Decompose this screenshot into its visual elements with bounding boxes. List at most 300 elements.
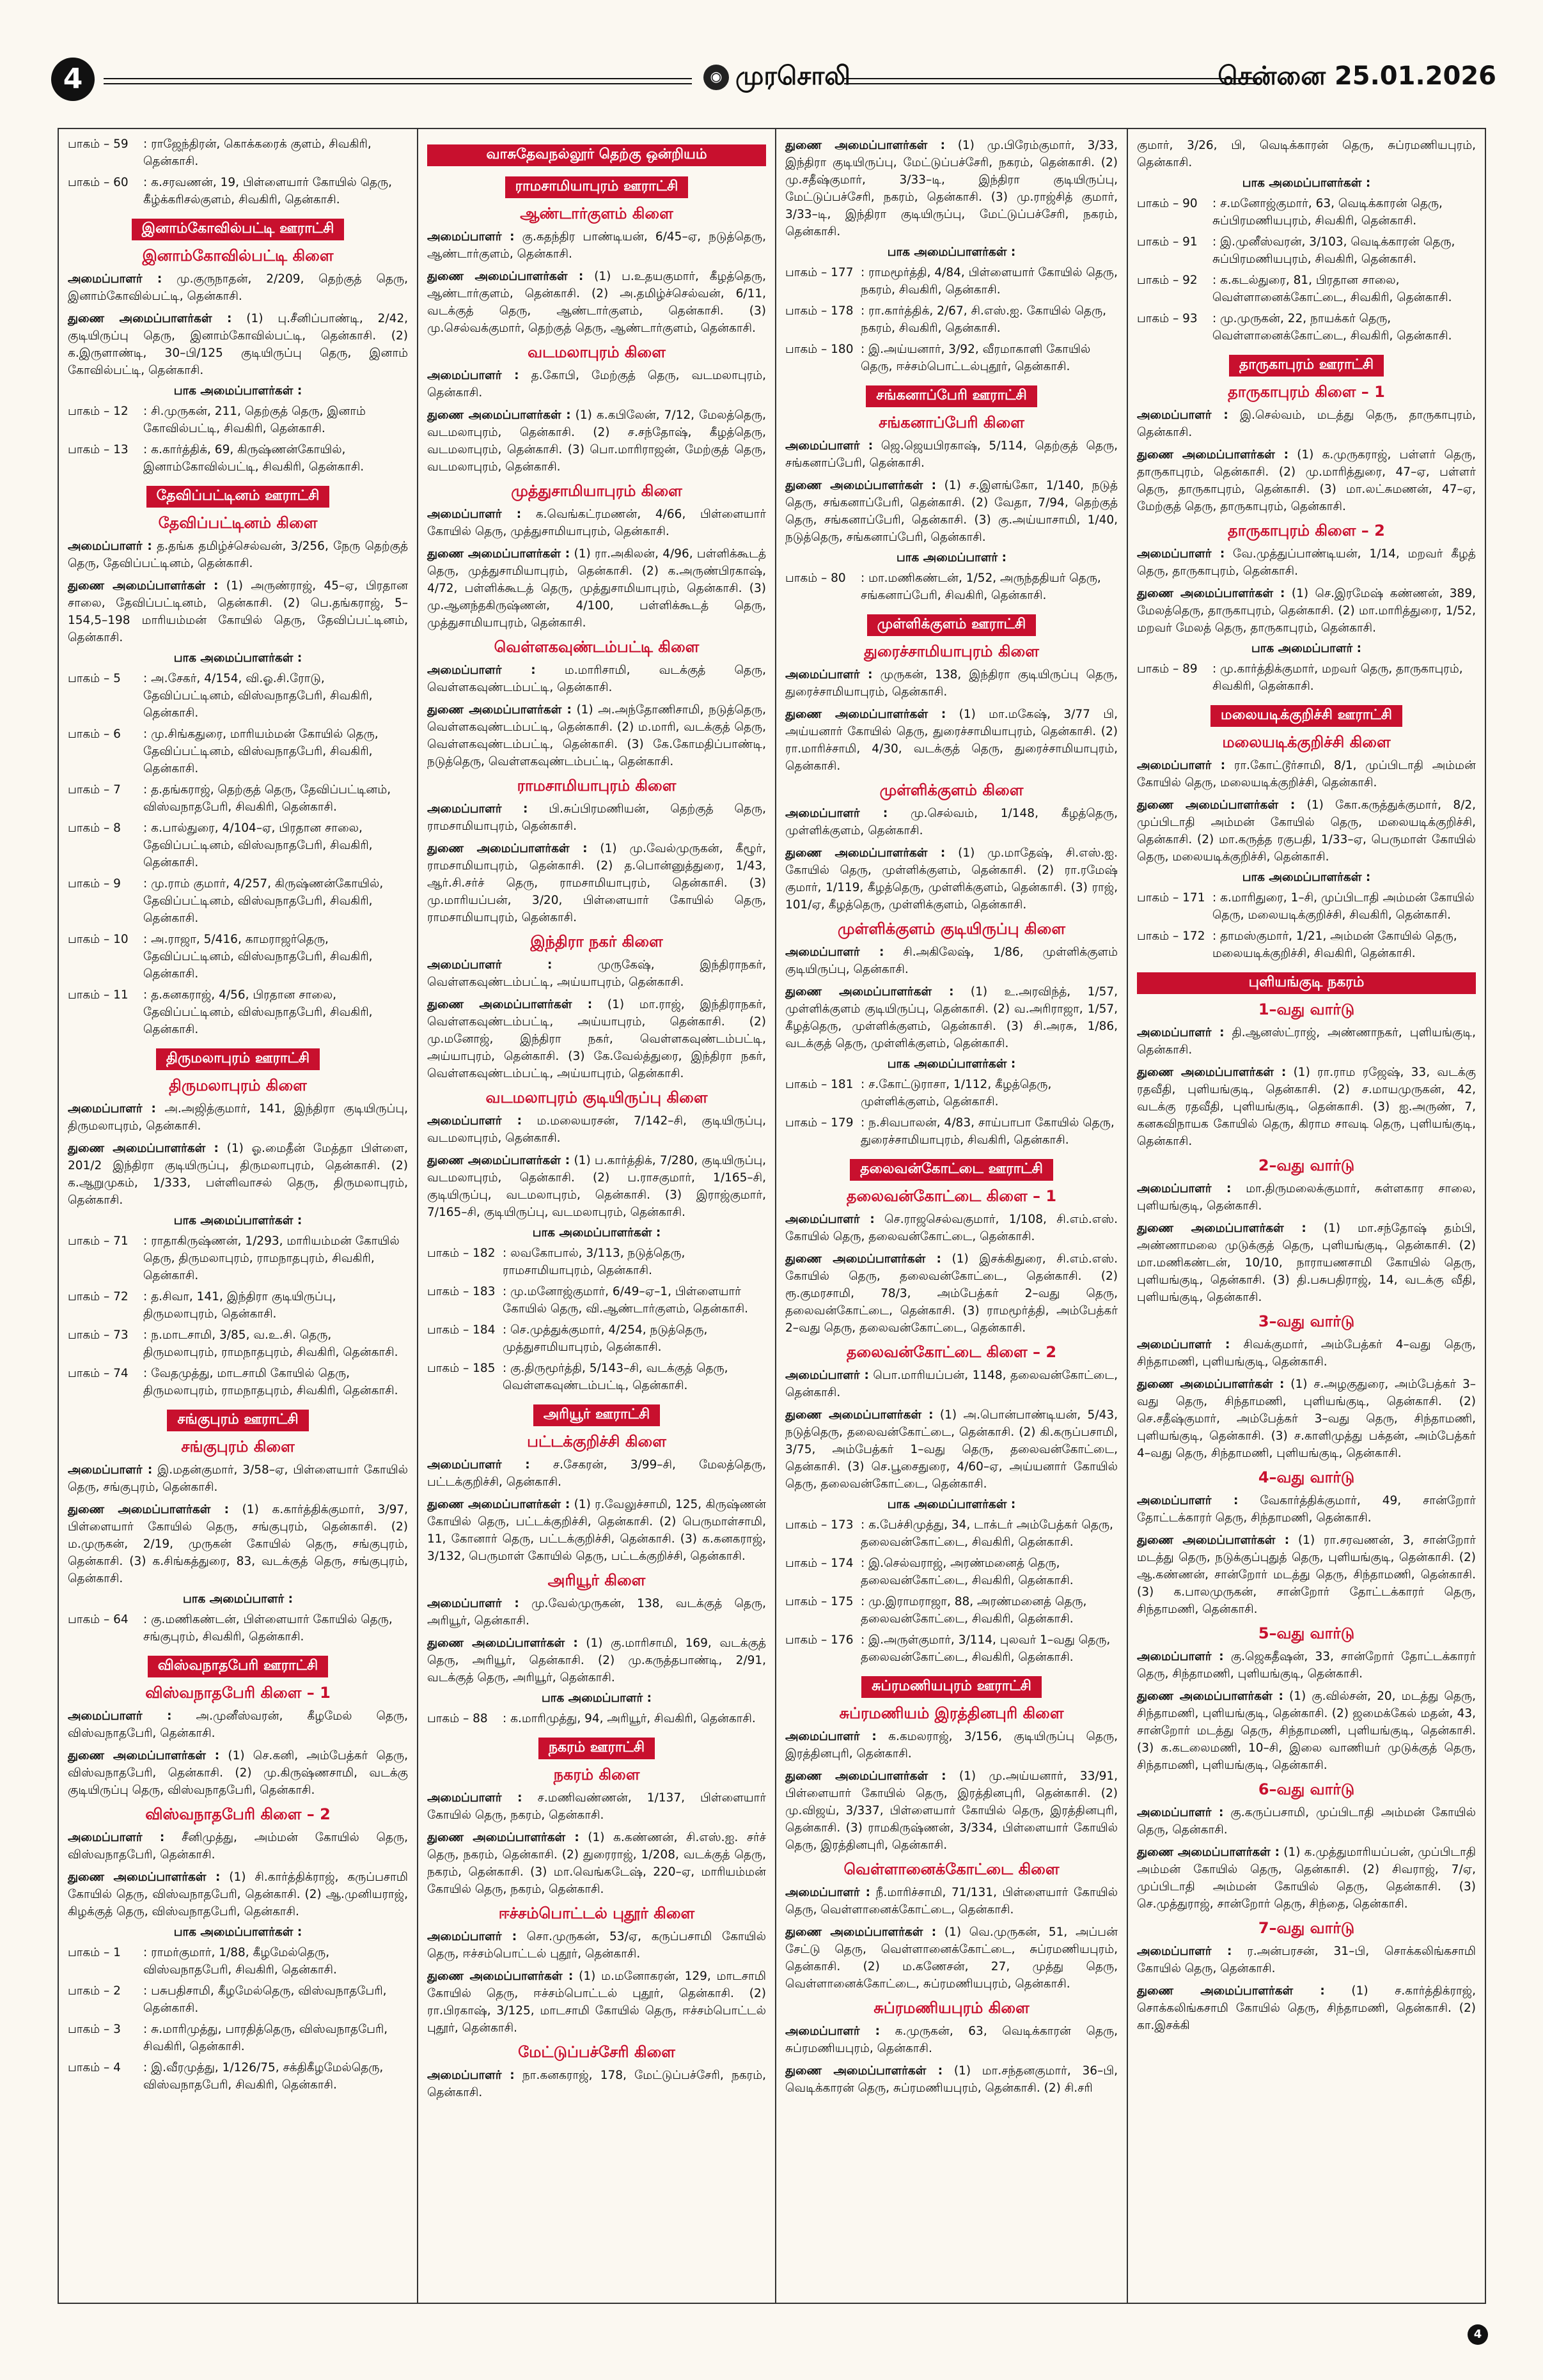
booth-number: பாகம் – 88 — [427, 1712, 488, 1725]
role-label: அமைப்பாளர் : — [1137, 1494, 1239, 1507]
masthead-rule-left — [104, 78, 692, 84]
booth-row — [68, 1944, 408, 1979]
booth-row — [785, 570, 1118, 604]
organiser-details: (1) ர.வேலுச்சாமி, 125, கிருஷ்ணன் கோயில் தெரு, பட்டக்குறிச்சி, தென்காசி. (2) பெருமாள்சாமி, 11, கோனார் தெரு, பட்டக்குறிச்சி, தென்காசி. (3) க.கனகராஜ், 3/132, பெருமாள் கோயில் தெரு, பட்டக்குறிச்சி, தென்காசி. — [427, 1498, 766, 1563]
booth-row — [68, 820, 408, 871]
organiser-entry — [1137, 1220, 1476, 1306]
organiser-details: (1) பு.சீனிப்பாண்டி, 2/42, குடியிருப்பு தெரு, இனாம்கோவில்பட்டி, தென்காசி. (2) க.இருளாண்டி, 30–பி/125 குடியிருப்பு தெரு, இனாம் கோவில்பட்டி, தென்காசி. — [68, 312, 408, 377]
organiser-details: அ.முனீஸ்வரன், கீழமேல் தெரு, விஸ்வநாதபேரி, தென்காசி. — [68, 1709, 409, 1740]
booth-row — [68, 2059, 408, 2094]
section-banner-title: தாருகாபுரம் ஊராட்சி — [1229, 355, 1384, 377]
booth-organiser: : இ.அய்யனார், 3/92, வீரமாகாளி கோயில் தெரு, ஈச்சம்பொட்டல்புதூர், தென்காசி. — [861, 343, 1091, 373]
organiser-entry — [68, 270, 408, 305]
organiser-details: (1) ச.இளங்கோ, 1/140, நடுத் தெரு, சங்கனாப்பேரி, தென்காசி. (2) வேதா, 7/94, தெற்குத் தெரு, சங்கனாப்பேரி, தென்காசி. (3) கு.அய்யாசாமி, 1/40, நடுத்தெரு, சங்கனாப்பேரி, தென்காசி. — [785, 479, 1118, 544]
section-banner-title: இனாம்கோவில்பட்டி ஊராட்சி — [132, 219, 345, 240]
organiser-details: (1) க.கார்த்திக்குமார், 3/97, பிள்ளையார் கோயில் தெரு, சங்குபுரம், தென்காசி. (2) ம.முருகன், 2/19, முருகன் கோயில் தெரு, சங்குபுரம், தென்காசி. (3) க.சிங்கத்துரை, 83, வடக்குத் தெரு, சங்குபுரம், தென்காசி. — [68, 1503, 408, 1585]
branch-heading: சுப்ரமணியம் இரத்தினபுரி கிளை — [839, 1704, 1064, 1722]
organiser-entry — [1137, 1532, 1476, 1618]
organiser-details: இ.மதன்குமார், 3/58–ஏ, பிள்ளையார் கோயில் தெரு, சங்குபுரம், தென்காசி. — [68, 1463, 408, 1494]
booth-organiser: : மு.கார்த்திக்குமார், மறவர் தெரு, தாருகாபுரம், சிவகிரி, தென்காசி. — [1212, 662, 1463, 693]
organiser-entry — [1137, 1064, 1476, 1150]
role-label: துணை அமைப்பாளர்கள் : — [785, 985, 954, 999]
branch-heading: 1–வது வார்டு — [1258, 1000, 1355, 1018]
organiser-details: க.கமலராஜ், 3/156, குடியிருப்பு தெரு, இரத்தினபுரி, தென்காசி. — [785, 1730, 1118, 1761]
booth-organiser: : ரா.கார்த்திக், 2/67, சி.எஸ்.ஐ. கோயில் தெரு, நகரம், சிவகிரி, தென்காசி. — [861, 304, 1106, 335]
section-block — [785, 137, 1118, 375]
role-label: துணை அமைப்பாளர்கள் : — [427, 1970, 574, 1983]
booth-organiser: : அ.சேகர், 4/154, வி.ஓ.சி.ரோடு, தேவிப்பட்டினம், விஸ்வநாதபேரி, சிவகிரி, தென்காசி. — [143, 672, 373, 720]
branch-heading: 3–வது வார்டு — [1258, 1312, 1355, 1330]
role-label: அமைப்பாளர் : — [68, 1831, 165, 1844]
organiser-entry — [427, 1152, 766, 1221]
role-label: துணை அமைப்பாளர்கள் : — [427, 998, 593, 1011]
role-label: துணை அமைப்பாளர்கள் : — [68, 1142, 219, 1155]
organiser-entry — [785, 437, 1118, 472]
role-label: அமைப்பாளர் : — [427, 1791, 522, 1805]
booth-organiser: : க.கடல்துரை, 81, பிரதான சாலை, வெள்ளானைக்கோட்டை, சிவகிரி, தென்காசி. — [1212, 274, 1452, 304]
booth-number: பாகம் – 74 — [68, 1367, 129, 1380]
organiser-entry — [427, 1112, 766, 1147]
organiser-entry — [1137, 1943, 1476, 1977]
organiser-entry — [785, 805, 1118, 839]
booth-number: பாகம் – 171 — [1137, 891, 1205, 905]
role-label: துணை அமைப்பாளர்கள் : — [427, 1637, 578, 1650]
booth-row — [68, 986, 408, 1038]
booth-organiser: : மு.மனோஜ்குமார், 6/49–ஏ–1, பிள்ளையார் கோயில் தெரு, வி.ஆண்டார்குளம், தென்காசி. — [503, 1285, 749, 1316]
role-label: துணை அமைப்பாளர்கள் : — [1137, 448, 1289, 462]
booth-row — [785, 1114, 1118, 1149]
booth-organiser: : மு.இராமராஜா, 88, அரண்மனைத் தெரு, தலைவன்கோட்டை, சிவகிரி, தென்காசி. — [861, 1595, 1087, 1626]
organiser-details: (1) க.கண்ணன், சி.எஸ்.ஐ. சர்ச் தெரு, நகரம், தென்காசி. (2) துரைராஜ், 1/208, வடக்குத் தெரு, நகரம், தென்காசி. (3) மா.வெங்கடேஷ், 220–ஏ, மாரியம்மன் கோயில் தெரு, நகரம், தென்காசி. — [427, 1831, 766, 1896]
organiser-entry — [427, 996, 766, 1082]
booth-organiser: : ராமர்குமார், 1/88, கீழமேல்தெரு, விஸ்வநாதபேரி, சிவகிரி, தென்காசி. — [143, 1946, 337, 1977]
booth-organisers-heading: பாக அமைப்பாளர்கள் : — [173, 651, 302, 665]
organiser-entry — [1137, 407, 1476, 441]
role-label: அமைப்பாளர் : — [1137, 1650, 1224, 1663]
booth-row — [1137, 660, 1476, 695]
role-label: துணை அமைப்பாளர்கள் : — [68, 1749, 220, 1762]
booth-row — [68, 441, 408, 476]
organiser-details: க.வெங்கட்ரமணன், 4/66, பிள்ளையார் கோயில் தெரு, முத்துசாமியாபுரம், தென்காசி. — [427, 508, 766, 538]
booth-row — [785, 302, 1118, 337]
branch-heading: மேட்டுப்பச்சேரி கிளை — [518, 2043, 675, 2061]
section-block — [68, 136, 408, 208]
section-banner-title: விஸ்வநாதபேரி ஊராட்சி — [148, 1656, 328, 1677]
organiser-entry — [427, 2067, 766, 2101]
role-label: துணை அமைப்பாளர்கள் : — [785, 479, 936, 492]
booth-organisers-heading: பாக அமைப்பாளர்கள் : — [1242, 176, 1371, 190]
organiser-entry — [427, 1456, 766, 1491]
booth-number: பாகம் – 8 — [68, 821, 121, 835]
branch-heading: வெள்ளானைக்கோட்டை கிளை — [843, 1860, 1060, 1878]
organiser-entry — [427, 1928, 766, 1963]
role-label: துணை அமைப்பாளர்கள் : — [1137, 1066, 1287, 1079]
branch-heading: விஸ்வநாதபேரி கிளை – 1 — [145, 1684, 331, 1702]
role-label: அமைப்பாளர் : — [1137, 759, 1226, 772]
organiser-entry — [1137, 1024, 1476, 1059]
organiser-entry — [1137, 1982, 1476, 2034]
booth-organiser: : கு.மணிகண்டன், பிள்ளையார் கோயில் தெரு, சங்குபுரம், சிவகிரி, தென்காசி. — [143, 1613, 393, 1644]
branch-heading: முள்ளிக்குளம் குடியிருப்பு கிளை — [838, 920, 1065, 938]
organiser-entry — [68, 1707, 408, 1742]
section-banner — [68, 486, 408, 508]
booth-number: பாகம் – 60 — [68, 176, 129, 189]
organiser-entry — [427, 268, 766, 337]
branch-heading: ஆண்டார்குளம் கிளை — [520, 205, 673, 222]
booth-row — [785, 1631, 1118, 1666]
section-banner — [1137, 705, 1476, 727]
booth-organiser: : செ.முத்துக்குமார், 4/254, நடுத்தெரு, முத்துசாமியாபுரம், தென்காசி. — [503, 1323, 708, 1354]
organiser-details: தி.ஆனஸ்ட்ராஜ், அண்ணாநகர், புளியங்குடி, தென்காசி. — [1137, 1026, 1476, 1057]
booth-number: பாகம் – 90 — [1137, 197, 1198, 210]
organiser-entry — [68, 1140, 408, 1209]
organiser-details: (1) ச.அழகுதுரை, அம்பேத்கர் 3–வது தெரு, சிந்தாமணி, புளியங்குடி, தென்காசி. (2) செ.சதீஷ்குமார், அம்பேத்கர் 3–வது தெரு, சிந்தாமணி, புளியங்குடி, தென்காசி. (3) ச.காளிமுத்து பக்தன், அம்பேத்கர் 4–வது தெரு, சிந்தாமணி, புளியங்குடி, தென்காசி. — [1137, 1378, 1476, 1460]
organiser-details: (1) ப.கார்த்திக், 7/280, குடியிருப்பு, வடமலாபுரம், தென்காசி. (2) ப.ராசகுமார், 1/165–சி, குடியிருப்பு, வடமலாபுரம், தென்காசி. (3) இராஜ்குமார், 7/165–சி, குடியிருப்பு, வடமலாபுரம், தென்காசி. — [427, 1154, 766, 1219]
section-banner-title: தலைவன்கோட்டை ஊராட்சி — [850, 1159, 1053, 1181]
role-label: அமைப்பாளர் : — [427, 508, 522, 521]
role-label: துணை அமைப்பாளர்கள் : — [1137, 1534, 1290, 1547]
booth-row — [1137, 928, 1476, 962]
branch-heading: முள்ளிக்குளம் கிளை — [879, 781, 1024, 799]
role-label: அமைப்பாளர் : — [427, 802, 528, 816]
booth-number: பாகம் – 1 — [68, 1946, 121, 1959]
section-banner — [785, 1676, 1118, 1698]
organiser-entry — [427, 407, 766, 476]
organiser-details: (1) க.முருகராஜ், பள்ளர் தெரு, தாருகாபுரம், தென்காசி. (2) மு.மாரித்துரை, 47–ஏ, பள்ளர் தெரு, தாருகாபுரம், தென்காசி. (3) மா.லட்சுமணன், 47–ஏ, மேற்குத் தெரு, தாருகாபுரம், தென்காசி. — [1137, 448, 1476, 513]
organiser-details: (1) கு.மாரிசாமி, 169, வடக்குத் தெரு, அரியூர், தென்காசி. (2) மு.கருத்தபாண்டி, 2/91, வடக்குத் தெரு, அரியூர், தென்காசி. — [427, 1637, 766, 1684]
organiser-details: (1) ச.கார்த்திக்ராஜ், சொக்கலிங்கசாமி கோயில் தெரு, சிந்தாமணி, தென்காசி. (2) கா.இசக்கி — [1137, 1984, 1476, 2032]
booth-number: பாகம் – 175 — [785, 1595, 854, 1608]
section-banner — [1137, 355, 1476, 377]
booth-number: பாகம் – 7 — [68, 783, 121, 797]
role-label: துணை அமைப்பாளர்கள் : — [68, 1503, 229, 1516]
booth-organiser: : லவகோபால், 3/113, நடுத்தெரு, ராமசாமியாபுரம், தென்காசி. — [503, 1247, 685, 1277]
role-label: துணை அமைப்பாளர்கள் : — [785, 1408, 934, 1422]
booth-number: பாகம் – 11 — [68, 988, 129, 1002]
city-date: சென்னை 25.01.2026 — [1218, 61, 1496, 91]
organiser-details: (1) மு.அய்யனார், 33/91, பிள்ளையார் கோயில் தெரு, இரத்தினபுரி, தென்காசி. (2) மு.விஜய், 3/337, பிள்ளையார் கோயில் தெரு, இரத்தினபுரி, தென்காசி. (3) ராமகிருஷ்ணன், 3/334, பிள்ளையார் கோயில் தெரு, இரத்தினபுரி, தென்காசி. — [785, 1769, 1118, 1852]
booth-row — [785, 1516, 1118, 1551]
organiser-details: ம.மாரிசாமி, வடக்குத் தெரு, வெள்ளகவுண்டம்பட்டி, தென்காசி. — [427, 664, 766, 694]
role-label: துணை அமைப்பாளர்கள் : — [427, 408, 571, 422]
section-banner-title: புளியங்குடி நகரம் — [1137, 972, 1476, 994]
role-label: அமைப்பாளர் : — [785, 945, 884, 959]
organiser-entry — [68, 1869, 408, 1920]
booth-row — [785, 1076, 1118, 1110]
role-label: துணை அமைப்பாளர்கள் : — [427, 1498, 570, 1511]
section-block — [68, 1048, 408, 1399]
section-banner-title: வாசுதேவநல்லூர் தெற்கு ஒன்றியம் — [427, 144, 766, 166]
role-label: துணை அமைப்பாளர்கள் : — [427, 703, 572, 717]
role-label: அமைப்பாளர் : — [427, 369, 519, 382]
branch-heading: தலைவன்கோட்டை கிளை – 2 — [846, 1343, 1057, 1361]
section-banner-title: மலையடிக்குறிச்சி ஊராட்சி — [1210, 705, 1402, 727]
section-block — [785, 385, 1118, 604]
branch-heading: தேவிப்பட்டினம் கிளை — [158, 514, 318, 532]
booth-organiser: : ராதாகிருஷ்ணன், 1/293, மாரியம்மன் கோயில் தெரு, திருமலாபுரம், ராமநாதபுரம், சிவகிரி, தென்காசி. — [143, 1234, 400, 1282]
role-label: அமைப்பாளர் : — [785, 668, 873, 681]
role-label: அமைப்பாளர் : — [427, 958, 552, 972]
organiser-details: (1) க.கபிலேன், 7/12, மேலத்தெரு, வடமலாபுரம், தென்காசி. (2) ச.சந்தோஷ், கீழத்தெரு, வடமலாபுரம், தென்காசி. (3) பொ.மாரிராஜன், மேற்குத் தெரு, வடமலாபுரம், தென்காசி. — [427, 408, 766, 474]
organiser-entry — [785, 477, 1118, 546]
role-label: துணை அமைப்பாளர்கள் : — [785, 708, 946, 721]
organiser-entry — [1137, 797, 1476, 866]
role-label: அமைப்பாளர் : — [785, 1886, 871, 1899]
organiser-details: (1) ரா.சரவணன், 3, சான்றோர் மடத்து தெரு, நடுக்குப்புதுத் தெரு, புளியங்குடி, தென்காசி. (2) ஆ.கண்ணன், சான்றோர் மடத்து தெரு, சிந்தாமணி, தென்காசி. (3) க.பாலமுருகன், சான்றோர் தோட்டக்காரர் தெரு, சிந்தாமணி, தென்காசி. — [1137, 1534, 1476, 1616]
role-label: அமைப்பாளர் : — [785, 2025, 881, 2038]
booth-organiser: : அ.ராஜா, 5/416, காமராஜர்தெரு, தேவிப்பட்டினம், விஸ்வநாதபேரி, சிவகிரி, தென்காசி. — [143, 933, 373, 981]
organiser-entry — [427, 1829, 766, 1898]
organiser-details: க.முருகன், 63, வெடிக்காரன் தெரு, சுப்ரமணியபுரம், தென்காசி. — [785, 2025, 1118, 2055]
booth-row — [68, 1326, 408, 1361]
organiser-details: சொ.முருகன், 53/ஏ, கருப்பசாமி கோயில் தெரு, ஈச்சம்பொட்டல் புதூர், தென்காசி. — [427, 1930, 766, 1961]
role-label: அமைப்பாளர் : — [427, 1114, 522, 1128]
branch-heading: சுப்ரமணியபுரம் கிளை — [873, 1999, 1030, 2017]
booth-row — [68, 1982, 408, 2017]
role-label: அமைப்பாளர் : — [785, 1369, 869, 1382]
organiser-details: செ.ராஜசெல்வகுமார், 1/108, சி.எம்.எஸ். கோயில் தெரு, தலைவன்கோட்டை, தென்காசி. — [785, 1213, 1118, 1243]
organiser-entry — [68, 1501, 408, 1587]
organiser-entry — [1137, 1336, 1476, 1371]
organiser-entry — [1137, 1648, 1476, 1683]
role-label: அமைப்பாளர் : — [1137, 1182, 1232, 1195]
booth-organiser: : ந.சிவபாலன், 4/83, சாய்பாபா கோயில் தெரு, துரைச்சாமியாபுரம், சிவகிரி, தென்காசி. — [861, 1116, 1115, 1147]
booth-row — [427, 1321, 766, 1356]
branch-heading: 2–வது வார்டு — [1258, 1156, 1355, 1174]
newspaper-brand — [703, 61, 850, 94]
organiser-entry — [785, 706, 1118, 775]
booth-number: பாகம் – 9 — [68, 877, 121, 891]
role-label: துணை அமைப்பாளர்கள் : — [427, 842, 588, 855]
organiser-details: கு.கருப்பசாமி, முப்பிடாதி அம்மன் கோயில் தெரு, தென்காசி. — [1137, 1806, 1476, 1837]
booth-row — [68, 174, 408, 208]
organiser-details: (1) மு.வேல்முருகன், கீழூர், ராமசாமியாபுரம், தென்காசி. (2) த.பொன்னுத்துரை, 1/43, ஆர்.சி.சர்ச் தெரு, ராமசாமியாபுரம், தென்காசி. (3) மு.மாரியப்பன், 3/20, பிள்ளையார் கோயில் தெரு, ராமசாமியாபுரம், தென்காசி. — [427, 842, 766, 924]
organiser-entry — [427, 1635, 766, 1686]
section-block — [68, 486, 408, 1038]
organiser-entry — [785, 2062, 1118, 2097]
booth-number: பாகம் – 71 — [68, 1234, 129, 1248]
booth-number: பாகம் – 92 — [1137, 274, 1198, 287]
booth-organisers-heading: பாக அமைப்பாளர்கள் : — [1242, 871, 1371, 884]
organiser-details: (1) இசக்கிதுரை, சி.எம்.எஸ். கோயில் தெரு, தலைவன்கோட்டை, தென்காசி. (2) ரூ.குமரசாமி, 78/3, அம்பேத்கர் 2–வது தெரு, தலைவன்கோட்டை, தென்காசி. (3) ராமமூர்த்தி, அம்பேத்கர் 2–வது தெரு, தலைவன்கோட்டை, தென்காசி. — [785, 1252, 1118, 1335]
role-label: அமைப்பாளர் : — [427, 2069, 515, 2082]
booth-number: பாகம் – 174 — [785, 1557, 854, 1570]
booth-organiser: : மு.முருகன், 22, நாயக்கர் தெரு, வெள்ளானைக்கோட்டை, சிவகிரி, தென்காசி. — [1212, 312, 1452, 343]
branch-heading: முத்துசாமியாபுரம் கிளை — [511, 482, 682, 500]
branch-heading: இனாம்கோவில்பட்டி கிளை — [142, 247, 334, 265]
section-banner — [785, 385, 1118, 407]
section-banner — [68, 1656, 408, 1677]
role-label: துணை அமைப்பாளர்கள் : — [1137, 1378, 1285, 1391]
booth-organiser: : தாமஸ்குமார், 1/21, அம்மன் கோயில் தெரு, மலையடிக்குறிச்சி, சிவகிரி, தென்காசி. — [1212, 929, 1457, 960]
page-number-badge: 4 — [51, 58, 95, 101]
booth-row — [1137, 195, 1476, 229]
role-label: துணை அமைப்பாளர்கள் : — [68, 1871, 221, 1884]
booth-row — [1137, 889, 1476, 924]
organiser-entry — [785, 844, 1118, 914]
booth-row — [68, 1365, 408, 1399]
role-label: துணை அமைப்பாளர்கள் : — [1137, 1846, 1280, 1859]
branch-heading: அரியூர் கிளை — [547, 1571, 646, 1589]
branch-heading: தாருகாபுரம் கிளை – 2 — [1228, 522, 1385, 540]
section-block — [785, 614, 1118, 1149]
branch-heading: வடமலாபுரம் குடியிருப்பு கிளை — [485, 1089, 708, 1107]
booth-row — [68, 875, 408, 927]
section-banner-title: சங்கனாப்பேரி ஊராட்சி — [866, 385, 1037, 407]
role-label: துணை அமைப்பாளர்கள் : — [68, 312, 232, 325]
role-label: அமைப்பாளர் : — [427, 230, 515, 244]
column-3 — [775, 129, 1127, 2303]
section-banner-title: ராமசாமியாபுரம் ஊராட்சி — [505, 176, 689, 198]
organiser-details: மு.குருநாதன், 2/209, தெற்குத் தெரு, இனாம்கோவில்பட்டி, தென்காசி. — [68, 272, 408, 303]
booth-number: பாகம் – 91 — [1137, 235, 1198, 249]
organiser-details: அ.அஜித்குமார், 141, இந்திரா குடியிருப்பு, திருமலாபுரம், தென்காசி. — [68, 1102, 408, 1133]
organiser-details: மு.வேல்முருகன், 138, வடக்குத் தெரு, அரியூர், தென்காசி. — [427, 1597, 766, 1628]
booth-number: பாகம் – 179 — [785, 1116, 854, 1130]
organiser-entry — [785, 1728, 1118, 1762]
booth-row — [68, 670, 408, 722]
booth-organiser: : ச.கோட்டுராசா, 1/112, கீழத்தெரு, முள்ளிக்குளம், தென்காசி. — [861, 1078, 1052, 1108]
organiser-details: முருகேஷ், இந்திராநகர், வெள்ளகவுண்டம்பட்டி, அய்யாபுரம், தென்காசி. — [427, 958, 766, 989]
organiser-entry — [785, 1406, 1118, 1493]
organiser-entry — [427, 1496, 766, 1565]
organiser-details: (1) மு.பிரேம்குமார், 3/33, இந்திரா குடியிருப்பு, மேட்டுப்பச்சேரி, நகரம், தென்காசி. (2) மு.சதீஷ்குமார், 3/33–டி, இந்திரா குடியிருப்பு, மேட்டுப்பச்சேரி, நகரம், தென்காசி. (3) மு.ராஜ்சித் குமார், 3/33–டி, இந்திரா குடியிருப்பு, மேட்டுப்பச்சேரி, நகரம், தென்காசி. — [785, 139, 1118, 238]
booth-row — [427, 1710, 766, 1727]
organiser-entry — [427, 662, 766, 696]
organiser-entry — [785, 1367, 1118, 1401]
section-block — [1137, 355, 1476, 695]
booth-number: பாகம் – 178 — [785, 304, 854, 318]
booth-number: பாகம் – 182 — [427, 1247, 496, 1260]
branch-heading: துரைச்சாமியாபுரம் கிளை — [864, 642, 1039, 660]
role-label: துணை அமைப்பாளர்கள் : — [1137, 1222, 1306, 1235]
role-label: அமைப்பாளர் : — [1137, 1806, 1224, 1819]
booth-number: பாகம் – 12 — [68, 405, 129, 418]
booth-row — [68, 781, 408, 816]
booth-row — [68, 1288, 408, 1323]
booth-organiser: : மா.மணிகண்டன், 1/52, அருந்ததியர் தெரு, சங்கனாப்பேரி, சிவகிரி, தென்காசி. — [861, 572, 1101, 602]
organiser-details: மா.திருமலைக்குமார், சுள்ளகார சாலை, புளியங்குடி, தென்காசி. — [1137, 1182, 1476, 1213]
organiser-entry — [785, 1211, 1118, 1245]
booth-organisers-heading: பாக அமைப்பாளர்கள் : — [532, 1226, 661, 1240]
booth-organiser: : ச.மனோஜ்குமார், 63, வெடிக்காரன் தெரு, சுப்பிரமணியபுரம், சிவகிரி, தென்காசி. — [1212, 197, 1443, 228]
booth-number: பாகம் – 72 — [68, 1290, 129, 1303]
organiser-details: (1) அ.பொன்பாண்டியன், 5/43, நடுத்தெரு, தலைவன்கோட்டை, தென்காசி. (2) கி.கருப்பசாமி, 3/75, அம்பேத்கர் 1–வது தெரு, தலைவன்கோட்டை, தென்காசி. (3) செ.பூசைதுரை, 4/60–ஏ, அய்யனார் கோயில் தெரு, தலைவன்கோட்டை, தென்காசி. — [785, 1408, 1118, 1491]
booth-number: பாகம் – 13 — [68, 443, 129, 456]
booth-row — [785, 341, 1118, 375]
section-block — [1137, 137, 1476, 345]
role-label: துணை அமைப்பாளர்கள் : — [427, 270, 584, 283]
section-banner-title: நகரம் ஊராட்சி — [538, 1738, 655, 1759]
booth-number: பாகம் – 176 — [785, 1633, 854, 1647]
booth-row — [427, 1245, 766, 1279]
organiser-details: (1) உ.அரவிந்த், 1/57, முள்ளிக்குளம் குடியிருப்பு, தென்காசி. (2) வ.அரிராஜா, 1/57, கீழத்தெரு, முள்ளிக்குளம், தென்காசி. (3) சி.அரசு, 1/86, வடக்குத் தெரு, முள்ளிக்குளம், தென்காசி. — [785, 985, 1118, 1050]
organiser-entry — [427, 228, 766, 263]
branch-heading: நகரம் கிளை — [553, 1766, 640, 1784]
section-banner — [427, 1738, 766, 1759]
booth-number: பாகம் – 4 — [68, 2061, 121, 2074]
branch-heading: சங்கனாப்பேரி கிளை — [879, 414, 1024, 432]
organiser-details: ஜெ.ஜெயபிரகாஷ், 5/114, தெற்குத் தெரு, சங்கனாப்பேரி, தென்காசி. — [785, 439, 1118, 470]
booth-number: பாகம் – 93 — [1137, 312, 1198, 325]
organiser-details: (1) ரா.ராம ரஜேஷ், 33, வடக்கு ரதவீதி, புளியங்குடி, தென்காசி. (2) ச.மாயமுருகன், 42, வடக்கு ரதவீதி, புளியங்குடி, தென்காசி. (3) ஐ.அருண், 7, கனகவிநாயக கோயில் தெரு, கிராம சாவடி தெரு, புளியங்குடி, தென்காசி. — [1137, 1066, 1476, 1148]
booth-number: பாகம் – 6 — [68, 727, 121, 741]
section-block — [68, 1656, 408, 2094]
branch-heading: ராமசாமியாபுரம் கிளை — [517, 777, 677, 795]
booth-row — [68, 1611, 408, 1645]
organiser-details: (1) மா.ராஜ், இந்திராநகர், வெள்ளகவுண்டம்பட்டி, அய்யாபுரம், தென்காசி. (2) மு.மனோஜ், இந்திரா நகர், வெள்ளகவுண்டம்பட்டி, அய்யாபுரம், தென்காசி. (3) கே.வேல்த்துரை, இந்திரா நகர், வெள்ளகவுண்டம்பட்டி, அய்யாபுரம், தென்காசி. — [427, 998, 766, 1080]
role-label: துணை அமைப்பாளர்கள் : — [427, 1154, 570, 1167]
booth-organiser: : சி.முருகன், 211, தெற்குத் தெரு, இனாம் கோவில்பட்டி, சிவகிரி, தென்காசி. — [143, 405, 366, 435]
organiser-details: (1) வெ.முருகன், 51, அப்பன் சேட்டு தெரு, வெள்ளானைக்கோட்டை, சுப்ரமணியபுரம், தென்காசி. (2) ம.கணேசன், 27, முத்து தெரு, வெள்ளானைக்கோட்டை, சுப்ரமணியபுரம், தென்காசி. — [785, 1925, 1118, 1991]
role-label: அமைப்பாளர் : — [785, 807, 888, 820]
organiser-details: (1) மா.சந்தோஷ் தம்பி, அண்ணாமலை முடுக்குத் தெரு, புளியங்குடி, தென்காசி. (2) மா.மணிகண்டன், 10/10, நாராயணசாமி கோயில் தெரு, புளியங்குடி, தென்காசி. (3) தி.பசுபதிராஜ், 14, வடக்கு வீதி, புளியங்குடி, தென்காசி. — [1137, 1222, 1476, 1304]
branch-heading: மலையடிக்குறிச்சி கிளை — [1222, 733, 1391, 751]
organiser-details: (1) கு.வில்சன், 20, மடத்து தெரு, சிந்தாமணி, புளியங்குடி, தென்காசி. (2) ஜமைக்கேல் மதன், 43, சான்றோர் மடத்து தெரு, சிந்தாமணி, புளியங்குடி, தென்காசி. (3) க.கடலைமணி, 10–சி, இலை வாணியர் முடுக்குத் தெரு, சிந்தாமணி, புளியங்குடி, தென்காசி. — [1137, 1690, 1476, 1772]
booth-row — [1137, 233, 1476, 268]
organiser-details: பி.சுப்பிரமணியன், தெற்குத் தெரு, ராமசாமியாபுரம், தென்காசி. — [427, 802, 766, 833]
role-label: அமைப்பாளர் : — [785, 1213, 875, 1226]
role-label: அமைப்பாளர் : — [785, 1730, 877, 1743]
booth-row — [68, 2021, 408, 2055]
branch-heading: பட்டக்குறிச்சி கிளை — [527, 1433, 666, 1451]
booth-organisers-heading: பாக அமைப்பாளர்கள் : — [173, 1214, 302, 1227]
booth-organiser: : இ.முனீஸ்வரன், 3/103, வெடிக்காரன் தெரு, சுப்பிரமணியபுரம், சிவகிரி, தென்காசி. — [1212, 235, 1455, 266]
organiser-entry — [785, 1884, 1118, 1918]
section-banner — [68, 1048, 408, 1070]
organiser-entry — [427, 1968, 766, 2037]
organiser-details: ரா.கோட்டூர்சாமி, 8/1, முப்பிடாதி அம்மன் கோயில் தெரு, மலையடிக்குறிச்சி, தென்காசி. — [1137, 759, 1476, 789]
organiser-details: (1) மு.மாதேஷ், சி.எஸ்.ஐ. கோயில் தெரு, முள்ளிக்குளம், தென்காசி. (2) ரா.ரமேஷ் குமார், 1/119, கீழத்தெரு, முள்ளிக்குளம், தென்காசி. (3) ராஜ், 101/ஏ, கீழத்தெரு, முள்ளிக்குளம், தென்காசி. — [785, 846, 1118, 912]
organiser-entry — [68, 538, 408, 572]
organiser-details: கு.ஜெகதீஷன், 33, சான்றோர் தோட்டக்காரர் தெரு, சிந்தாமணி, புளியங்குடி, தென்காசி. — [1137, 1650, 1476, 1681]
role-label: அமைப்பாளர் : — [785, 439, 873, 453]
booth-row — [68, 931, 408, 983]
section-block — [427, 176, 766, 1394]
role-label: அமைப்பாளர் : — [427, 1597, 519, 1610]
organiser-details: மு.செல்வம், 1/148, கீழத்தெரு, முள்ளிக்குளம், தென்காசி. — [785, 807, 1118, 837]
role-label: துணை அமைப்பாளர்கள் : — [785, 1769, 946, 1783]
role-label: அமைப்பாளர் : — [68, 1102, 156, 1116]
branch-heading: இந்திரா நகர் கிளை — [530, 933, 663, 951]
section-banner-title: தேவிப்பட்டினம் ஊராட்சி — [146, 486, 330, 508]
organiser-entry — [427, 956, 766, 991]
booth-organisers-heading: பாக அமைப்பாளர்கள் : — [173, 384, 302, 398]
booth-row — [785, 1593, 1118, 1628]
organiser-details: (1) ஓ.மைதீன் மேத்தா பிள்ளை, 201/2 இந்திரா குடியிருப்பு, திருமலாபுரம், தென்காசி. (2) க.ஆறுமுகம், 1/333, பள்ளிவாசல் தெரு, திருமலாபுரம், தென்காசி. — [68, 1142, 408, 1207]
role-label: அமைப்பாளர் : — [68, 1463, 153, 1477]
booth-row — [1137, 272, 1476, 306]
booth-number: பாகம் – 183 — [427, 1285, 496, 1298]
organiser-details: (1) சி.கார்த்திக்ராஜ், கருப்பசாமி கோயில் தெரு, விஸ்வநாதபேரி, தென்காசி. (2) ஆ.முனியராஜ், கிழக்குத் தெரு, விஸ்வநாதபேரி, தென்காசி. — [68, 1871, 408, 1918]
organiser-entry — [68, 1100, 408, 1135]
organiser-details: (1) ப.உதயகுமார், கீழத்தெரு, ஆண்டார்குளம், தென்காசி. (2) அ.தமிழ்ச்செல்வன், 6/11, வடக்குத் தெரு, ஆண்டார்குளம், தென்காசி. (3) மு.செல்வக்குமார், தெற்குத் தெரு, ஆண்டார்குளம், தென்காசி. — [427, 270, 766, 335]
role-label: அமைப்பாளர் : — [1137, 547, 1225, 561]
booth-number: பாகம் – 184 — [427, 1323, 496, 1337]
booth-organiser: : சு.மாரிமுத்து, பாரதித்தெரு, விஸ்வநாதபேரி, சிவகிரி, தென்காசி. — [143, 2023, 388, 2053]
section-banner-title: சங்குபுரம் ஊராட்சி — [167, 1410, 308, 1431]
booth-organiser: : பசுபதிசாமி, கீழமேல்தெரு, விஸ்வநாதபேரி, தென்காசி. — [143, 1984, 387, 2015]
organiser-details: சீனிமுத்து, அம்மன் கோயில் தெரு, விஸ்வநாதபேரி, தென்காசி. — [68, 1831, 408, 1862]
booth-organisers-heading: பாக அமைப்பாளர் : — [896, 551, 1007, 564]
organiser-details: பொ.மாரியப்பன், 1148, தலைவன்கோட்டை, தென்காசி. — [785, 1369, 1118, 1399]
organiser-entry — [1137, 1844, 1476, 1913]
organiser-entry — [1137, 1180, 1476, 1215]
role-label: துணை அமைப்பாளர்கள் : — [785, 1925, 937, 1939]
organiser-details: வே.முத்துப்பாண்டியன், 1/14, மறவர் கீழத் தெரு, தாருகாபுரம், தென்காசி. — [1137, 547, 1476, 578]
booth-organiser: : இ.அருள்குமார், 3/114, புலவர் 1–வது தெரு, தலைவன்கோட்டை, சிவகிரி, தென்காசி. — [861, 1633, 1111, 1664]
booth-number: பாகம் – 64 — [68, 1613, 129, 1626]
